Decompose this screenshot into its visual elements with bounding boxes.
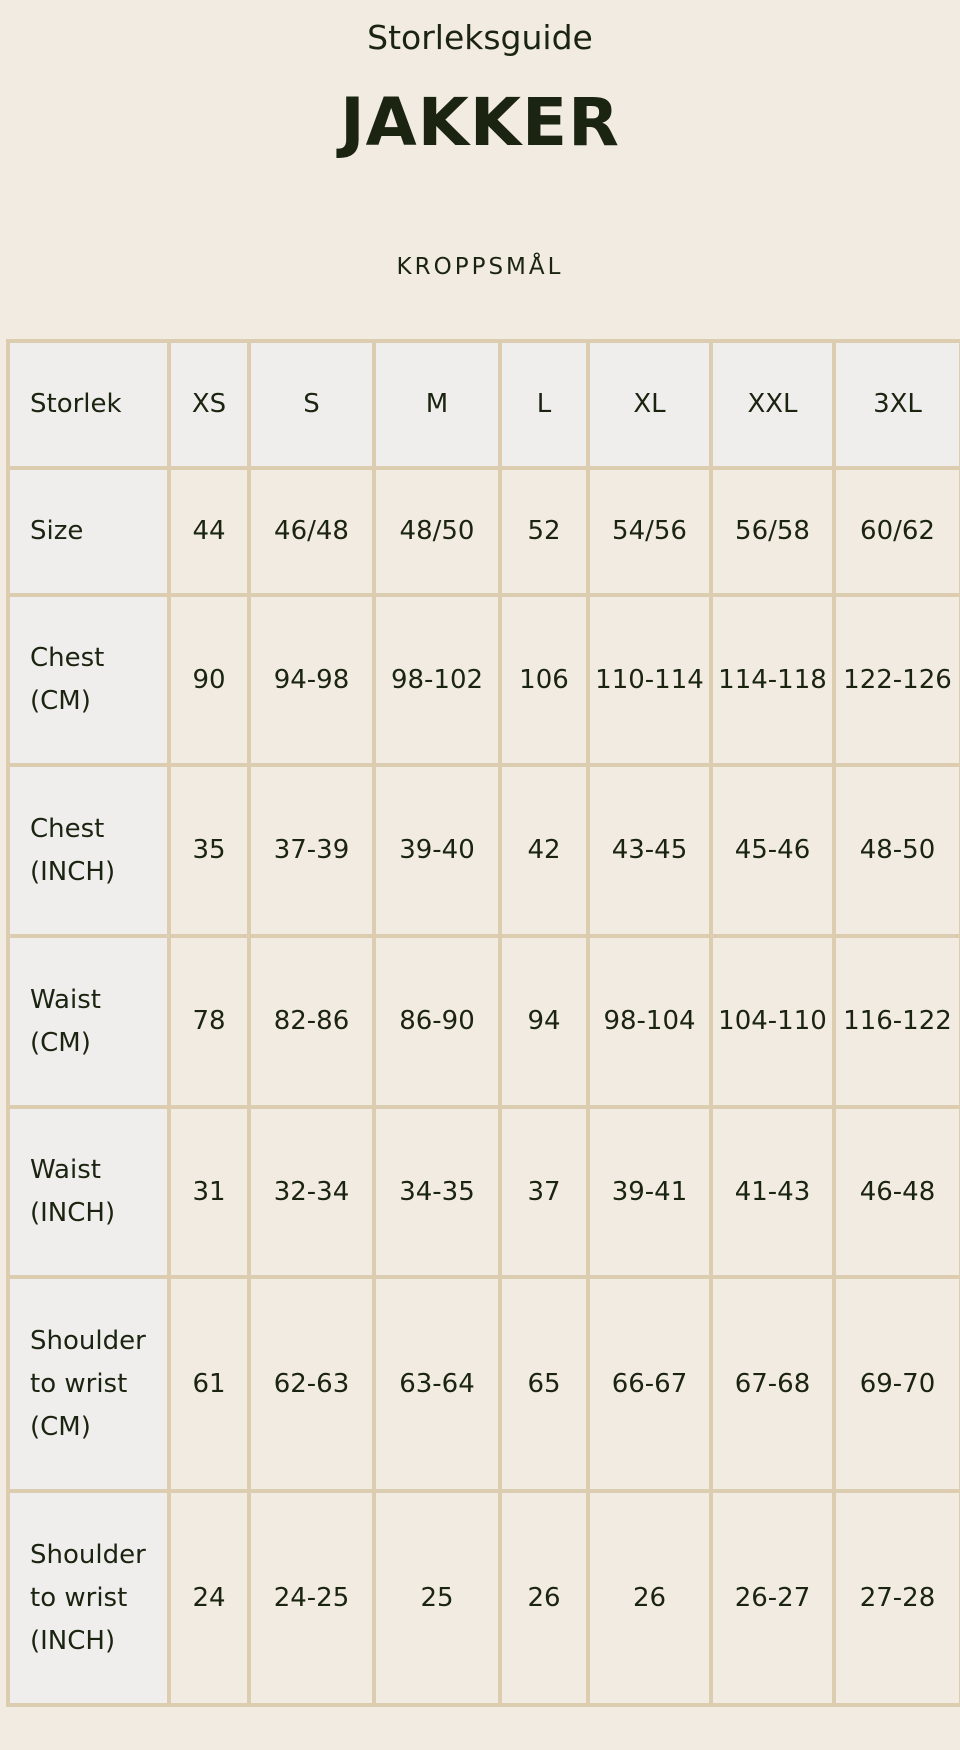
table-cell (588, 936, 711, 1107)
table-cell (500, 595, 588, 765)
table-cell (588, 1277, 711, 1491)
cell-value: 54/56 (612, 516, 687, 546)
cell-value: 86-90 (399, 1006, 475, 1036)
header-cell (711, 341, 834, 468)
table-cell (834, 468, 960, 595)
page-subtitle: Storleksguide (367, 18, 593, 57)
cell-value: 24-25 (273, 1582, 350, 1613)
cell-value: 32-34 (273, 1176, 350, 1207)
table-cell (711, 936, 834, 1107)
cell-value: 78 (192, 1006, 226, 1036)
cell-value: 82-86 (273, 1006, 350, 1036)
table-cell (374, 595, 500, 765)
row-label-cell (8, 1491, 169, 1705)
size-code: 3XL (873, 389, 922, 419)
table-cell (711, 595, 834, 765)
table-cell (374, 936, 500, 1107)
size-code: M (425, 389, 449, 419)
table-row (8, 765, 960, 936)
header-cell (169, 341, 249, 468)
cell-value: 67-68 (734, 1368, 811, 1399)
table-cell (500, 765, 588, 936)
cell-value: 62-63 (273, 1368, 350, 1399)
cell-value: 46/48 (274, 516, 349, 546)
table-cell (711, 468, 834, 595)
table-cell (588, 765, 711, 936)
cell-value: 94-98 (273, 664, 350, 695)
row-label: Waist (INCH) (30, 1155, 116, 1228)
header-cell (249, 341, 374, 468)
header-cell (834, 341, 960, 468)
table-row (8, 936, 960, 1107)
header-cell (374, 341, 500, 468)
cell-value: 104-110 (718, 1006, 827, 1036)
table-cell (249, 936, 374, 1107)
row-label: Chest (CM) (30, 643, 105, 716)
cell-value: 114-118 (718, 664, 827, 695)
cell-value: 34-35 (399, 1176, 475, 1207)
table-cell (588, 595, 711, 765)
table-cell (834, 595, 960, 765)
table-cell (711, 1491, 834, 1705)
table-cell (500, 1107, 588, 1277)
header-cell (588, 341, 711, 468)
table-row (8, 468, 960, 595)
cell-value: 44 (192, 516, 226, 546)
table-cell (711, 1277, 834, 1491)
table-cell (169, 765, 249, 936)
header-cell (500, 341, 588, 468)
table-cell (834, 1107, 960, 1277)
header-label: Storlek (30, 389, 122, 419)
size-code: XXL (747, 389, 798, 419)
size-guide-table (6, 339, 960, 1707)
cell-value: 48/50 (399, 516, 475, 546)
row-label: Shoulder to wrist (CM) (30, 1325, 146, 1442)
table-cell (169, 595, 249, 765)
table-cell (249, 1277, 374, 1491)
table-cell (374, 1491, 500, 1705)
row-label-cell (8, 936, 169, 1107)
cell-value: 45-46 (734, 835, 811, 865)
row-label: Shoulder to wrist (INCH) (30, 1539, 146, 1656)
table-header-row (8, 341, 960, 468)
table-cell (500, 1491, 588, 1705)
cell-value: 94 (527, 1006, 561, 1036)
table-cell (374, 1277, 500, 1491)
table-cell (500, 936, 588, 1107)
cell-value: 31 (192, 1176, 226, 1207)
table-cell (249, 1491, 374, 1705)
section-heading: KROPPSMÅL (396, 254, 564, 280)
table-cell (500, 468, 588, 595)
cell-value: 69-70 (859, 1368, 936, 1399)
cell-value: 56/58 (735, 516, 810, 546)
table-cell (711, 765, 834, 936)
table-cell (588, 1491, 711, 1705)
row-label: Waist (CM) (30, 984, 101, 1058)
cell-value: 37 (527, 1176, 561, 1207)
table-cell (169, 468, 249, 595)
cell-value: 61 (192, 1368, 226, 1399)
table-cell (249, 765, 374, 936)
table-cell (500, 1277, 588, 1491)
cell-value: 41-43 (734, 1176, 811, 1207)
row-label-cell (8, 765, 169, 936)
table-cell (169, 936, 249, 1107)
table-cell (834, 1277, 960, 1491)
cell-value: 110-114 (595, 664, 704, 695)
page-title: JAKKER (340, 84, 620, 161)
table-cell (588, 1107, 711, 1277)
cell-value: 25 (420, 1582, 454, 1613)
cell-value: 65 (527, 1368, 561, 1399)
cell-value: 35 (192, 835, 226, 865)
table-cell (834, 1491, 960, 1705)
table-row (8, 1277, 960, 1491)
cell-value: 52 (527, 516, 561, 546)
cell-value: 66-67 (611, 1368, 688, 1399)
cell-value: 98-102 (390, 664, 484, 695)
cell-value: 24 (192, 1582, 226, 1613)
cell-value: 26 (527, 1582, 561, 1613)
cell-value: 98-104 (603, 1006, 696, 1036)
table-row (8, 1491, 960, 1705)
table-cell (169, 1491, 249, 1705)
cell-value: 122-126 (843, 664, 952, 695)
row-label: Chest (INCH) (30, 813, 116, 887)
table-row (8, 1107, 960, 1277)
cell-value: 39-41 (611, 1176, 688, 1207)
table-cell (249, 1107, 374, 1277)
table-cell (834, 936, 960, 1107)
table-cell (711, 1107, 834, 1277)
row-label-cell (8, 1277, 169, 1491)
cell-value: 63-64 (399, 1368, 475, 1399)
cell-value: 46-48 (859, 1176, 936, 1207)
row-label-cell (8, 468, 169, 595)
table-cell (249, 595, 374, 765)
table-cell (588, 468, 711, 595)
size-code: XL (633, 389, 666, 419)
header-label-cell (8, 341, 169, 468)
cell-value: 106 (519, 664, 569, 695)
table-cell (834, 765, 960, 936)
size-code: L (536, 389, 552, 419)
row-label-cell (8, 1107, 169, 1277)
cell-value: 37-39 (273, 835, 350, 865)
row-label: Size (30, 516, 84, 546)
table-cell (374, 468, 500, 595)
table-cell (169, 1277, 249, 1491)
cell-value: 90 (192, 664, 226, 695)
cell-value: 39-40 (399, 835, 475, 865)
table-cell (374, 765, 500, 936)
cell-value: 42 (527, 835, 561, 865)
table-row (8, 595, 960, 765)
cell-value: 48-50 (859, 835, 936, 865)
size-code: S (303, 389, 320, 419)
table-cell (249, 468, 374, 595)
table-cell (169, 1107, 249, 1277)
cell-value: 26-27 (734, 1582, 811, 1613)
size-code: XS (191, 389, 227, 419)
cell-value: 116-122 (843, 1006, 952, 1036)
cell-value: 27-28 (859, 1582, 936, 1613)
cell-value: 26 (632, 1582, 667, 1613)
cell-value: 43-45 (611, 835, 688, 865)
table-cell (374, 1107, 500, 1277)
row-label-cell (8, 595, 169, 765)
cell-value: 60/62 (860, 516, 935, 546)
